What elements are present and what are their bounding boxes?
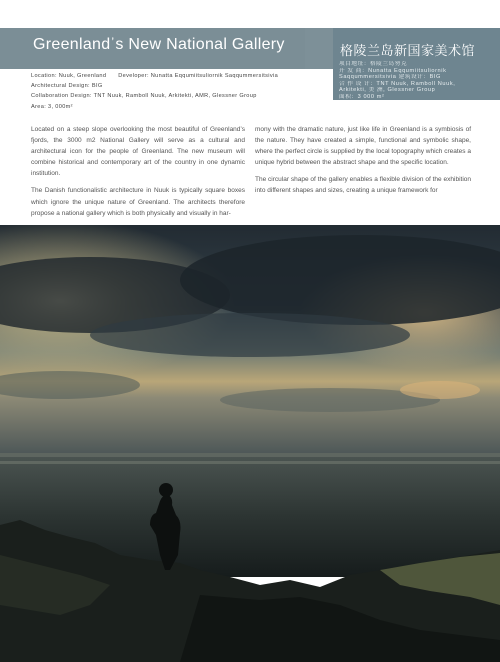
cn-info-line: 开 发 商：Nunatta Eqqumiitsuliornik <box>339 67 447 74</box>
body-paragraph: mony with the dramatic nature, just like life in Greenland is a symbiosis of the nature. They have created a simple, functional and symbolic shape, where the perfect circle is supplied by the local topography which creates a unique hybrid between the abstract shape and the specific location. <box>255 126 471 167</box>
chinese-title: 格陵兰岛新国家美术馆 <box>340 43 476 58</box>
architect-line: Architectural Design: BIG <box>31 83 103 90</box>
cn-info-line: Arkitekti, 美 洲, Glessner Group <box>339 87 436 94</box>
collaboration-line: Collaboration Design: TNT Nuuk, Ramboll Nuuk, Arkitekti, AMR, Glessner Group <box>31 93 257 100</box>
body-paragraph: Located on a steep slope overlooking the most beautiful of Greenland’s fjords, the 3000 m2 National Gallery will serve as a cultural and architectural icon for the people of Greenland. The new museum will combine historical and contemporary art of the country in one dynamic institution. <box>31 126 245 178</box>
landscape-photo <box>0 225 500 662</box>
cn-info-line: 合 作 设 计：TNT Nuuk, Ramboll Nuuk, <box>339 80 456 87</box>
body-column-left <box>31 124 245 225</box>
developer-line: Developer: Nunatta Eqqumiitsuliornik Saqqummersitsivia <box>118 73 279 79</box>
body-paragraph: The circular shape of the gallery enables a flexible division of the exhibition into different shapes and sizes, creating a unique framework for <box>255 176 471 195</box>
cn-info-line: 面积：3 000 m² <box>339 93 385 100</box>
page-title: Greenland’s New National Gallery <box>33 35 285 53</box>
cn-info-line: 项目地址：格陵兰岛努克 <box>339 61 408 67</box>
cn-info-line: Saqqummersitsivia 建筑设计：BIG <box>339 74 442 81</box>
location-line: Location: Nuuk, Greenland <box>31 73 107 79</box>
chinese-info <box>339 61 497 101</box>
project-credits <box>31 71 331 112</box>
area-line: Area: 3, 000m² <box>31 103 73 110</box>
body-column-right <box>255 124 471 203</box>
body-paragraph: The Danish functionalistic architecture in Nuuk is typically square boxes which ignore the unique nature of Greenland. The architects therefore propose a national gallery which is both physically and visually in har- <box>31 187 245 217</box>
